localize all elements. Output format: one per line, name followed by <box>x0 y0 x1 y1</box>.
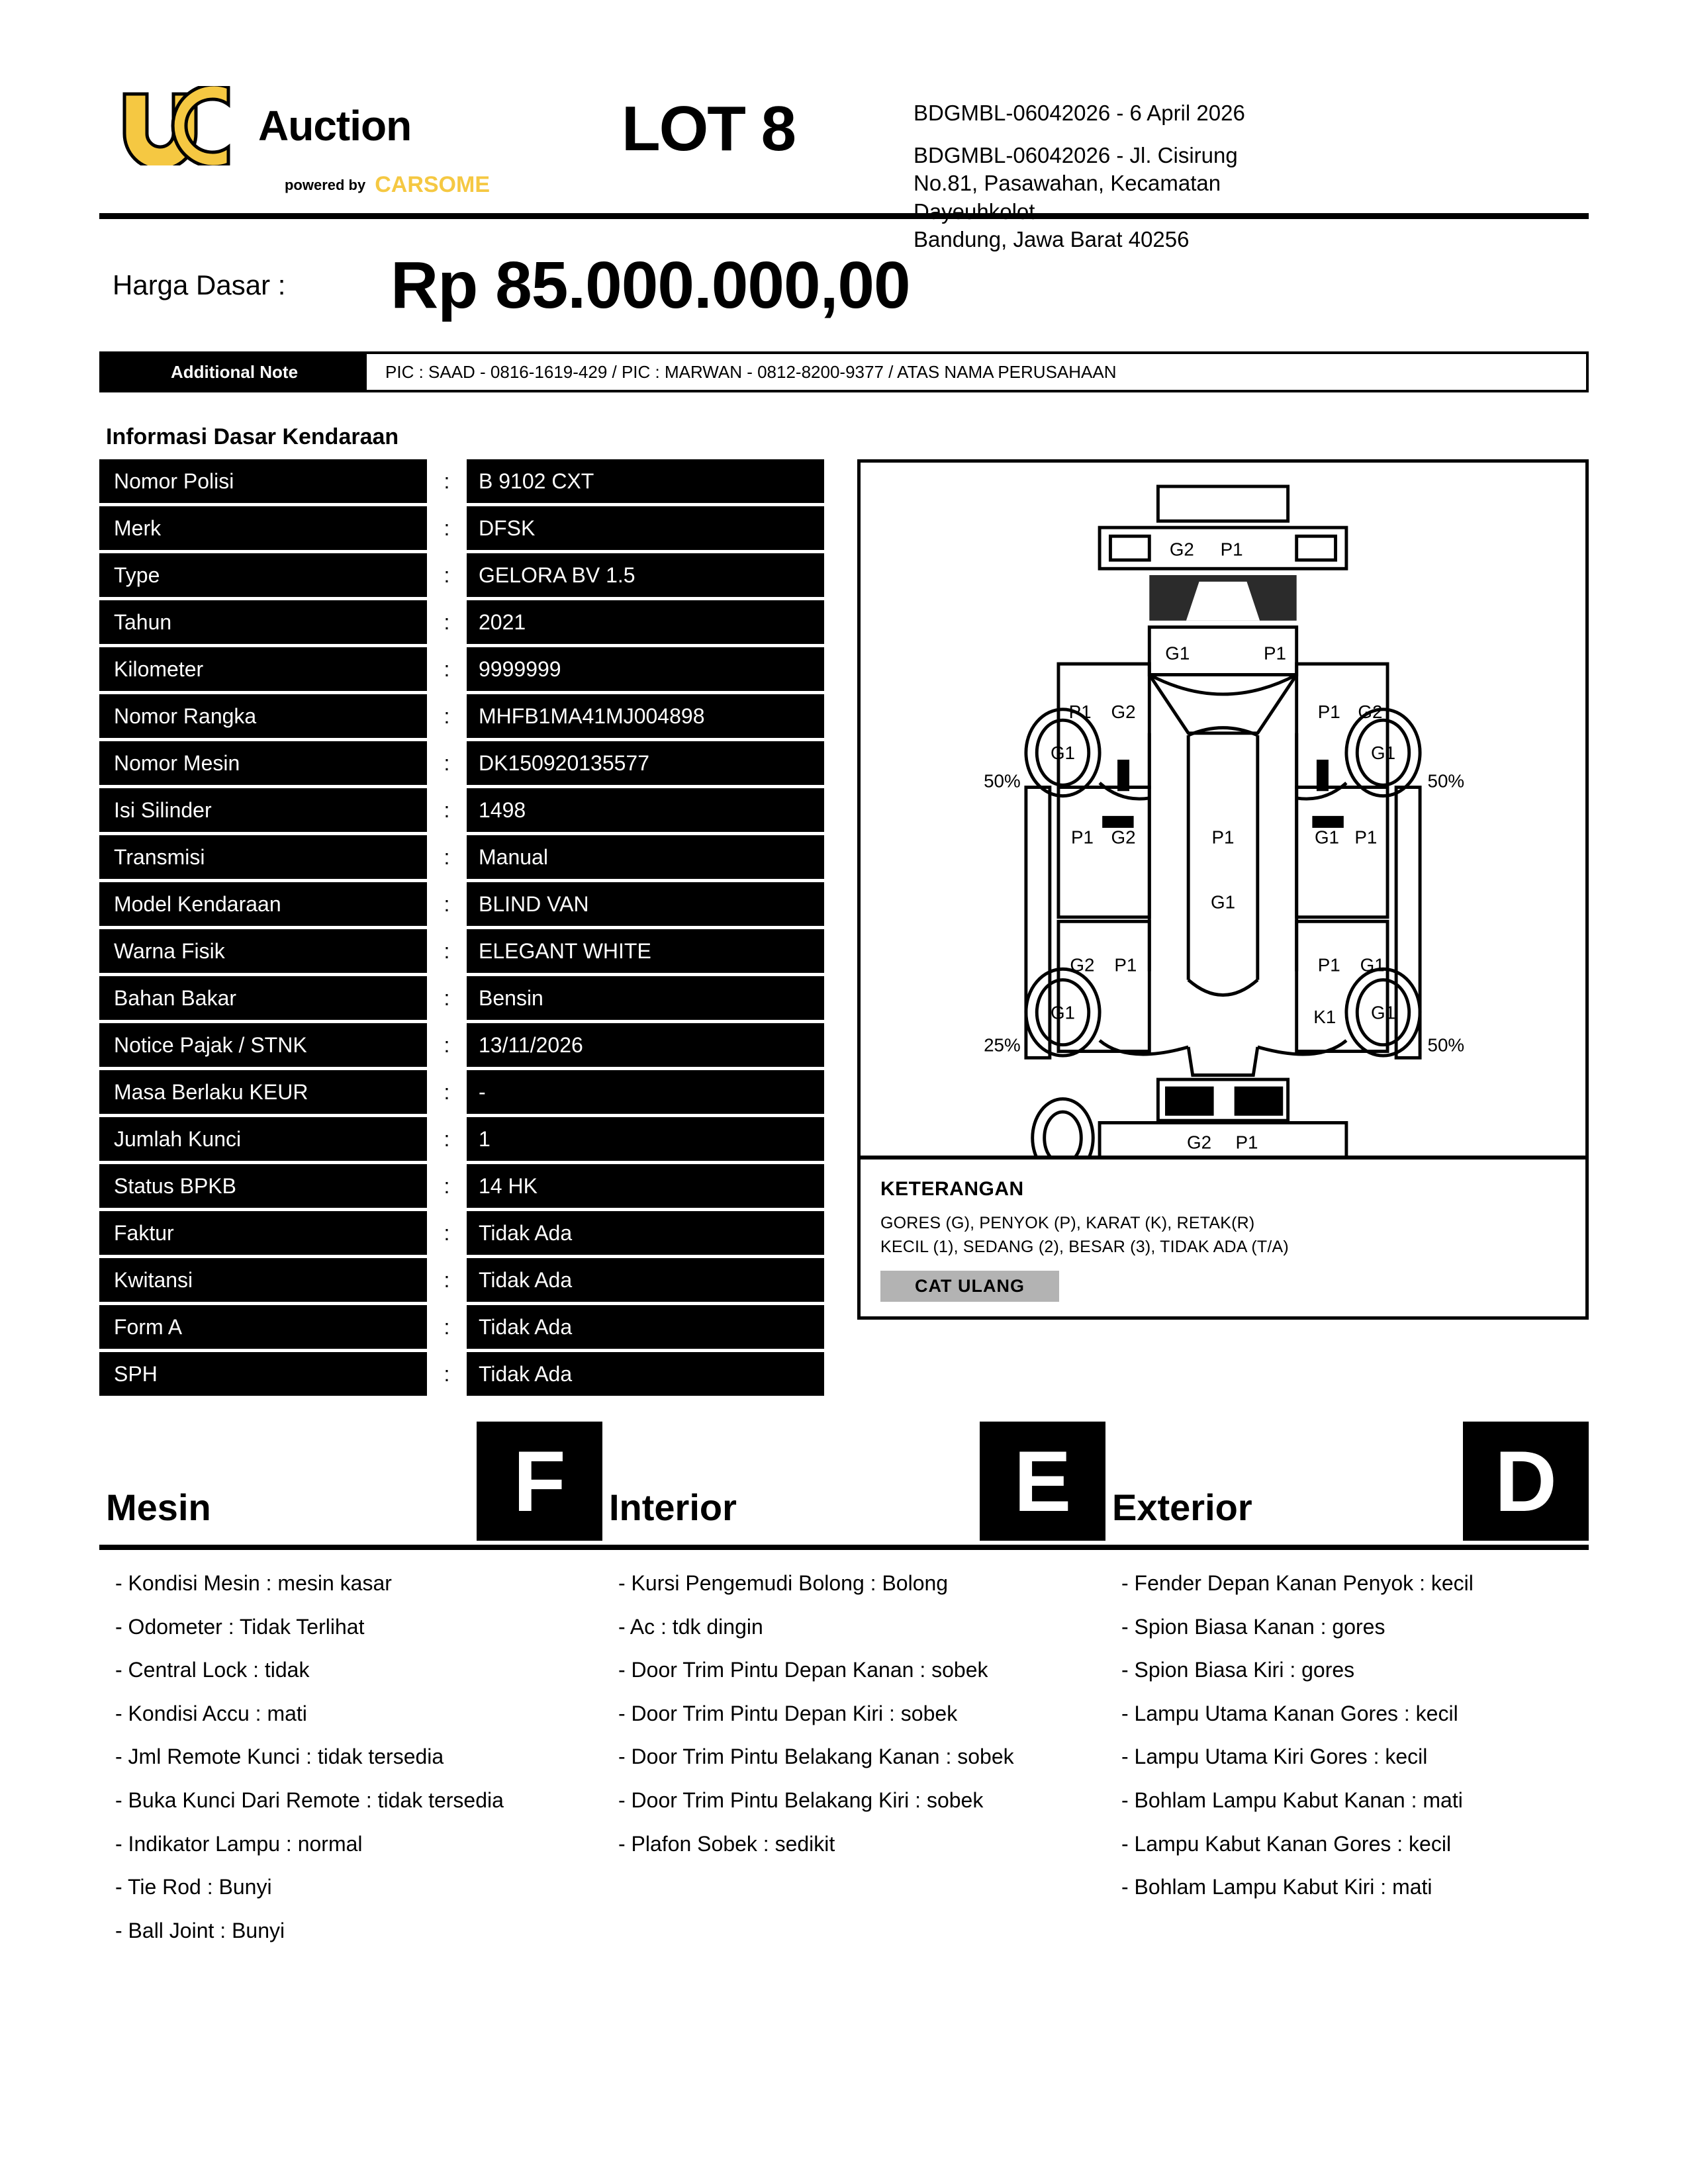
grade-category-label: Interior <box>609 1486 737 1528</box>
mark-front-wheel-left: G1 <box>1050 1002 1076 1023</box>
condition-item: - Spion Biasa Kiri : gores <box>1121 1658 1355 1682</box>
condition-item: - Central Lock : tidak <box>115 1658 310 1682</box>
info-label: Warna Fisik <box>99 929 427 973</box>
base-price-value: Rp 85.000.000,00 <box>391 248 910 322</box>
base-price-label: Harga Dasar : <box>113 269 286 300</box>
mark-rear-glass-left: G1 <box>1165 643 1190 664</box>
info-separator: : <box>444 610 450 634</box>
info-label: Bahan Bakar <box>99 976 427 1020</box>
info-separator: : <box>444 751 450 775</box>
condition-item: - Door Trim Pintu Depan Kiri : sobek <box>618 1701 958 1725</box>
info-value: 9999999 <box>467 647 824 691</box>
info-value: 2021 <box>467 600 824 644</box>
info-label: Nomor Polisi <box>99 459 427 503</box>
mark-rear-door-left-g: G2 <box>1111 827 1136 848</box>
mark-front-door-left-g: G2 <box>1070 954 1095 976</box>
info-label: Kilometer <box>99 647 427 691</box>
mark-roof-rear: G2 <box>1169 539 1194 560</box>
info-value: DFSK <box>467 506 824 550</box>
condition-item: - Jml Remote Kunci : tidak tersedia <box>115 1745 444 1769</box>
info-value: 13/11/2026 <box>467 1023 824 1067</box>
grade-block-interior <box>602 1422 1105 1541</box>
additional-note-tag: Additional Note <box>102 354 367 390</box>
condition-item: - Bohlam Lampu Kabut Kiri : mati <box>1121 1875 1432 1899</box>
info-separator: : <box>444 1220 450 1245</box>
info-value: - <box>467 1070 824 1114</box>
condition-item: - Plafon Sobek : sedikit <box>618 1831 835 1856</box>
info-value: ELEGANT WHITE <box>467 929 824 973</box>
mark-rear-fender-left-g: G2 <box>1111 701 1136 722</box>
mark-rear-wheel-right: G1 <box>1370 743 1396 764</box>
info-separator: : <box>444 1079 450 1104</box>
table-row <box>99 506 824 550</box>
info-value: Tidak Ada <box>467 1211 824 1255</box>
mark-rear-wheel-left: G1 <box>1050 743 1076 764</box>
info-value: B 9102 CXT <box>467 459 824 503</box>
info-value: Tidak Ada <box>467 1305 824 1349</box>
info-value: Tidak Ada <box>467 1258 824 1302</box>
table-row <box>99 1023 824 1067</box>
mark-front-door-right-g: G1 <box>1360 954 1385 976</box>
info-label: Transmisi <box>99 835 427 879</box>
auction-code-date: BDGMBL-06042026 - 6 April 2026 <box>914 101 1245 125</box>
grade-divider <box>99 1545 1589 1550</box>
info-separator: : <box>444 516 450 540</box>
mark-front-bumper-g: G2 <box>1186 1132 1212 1153</box>
info-separator: : <box>444 469 450 493</box>
condition-item: - Door Trim Pintu Depan Kanan : sobek <box>618 1658 988 1682</box>
info-separator: : <box>444 844 450 869</box>
condition-list-interior <box>602 1570 1105 1960</box>
table-row <box>99 1211 824 1255</box>
vehicle-info-table <box>99 459 824 1399</box>
table-row <box>99 1305 824 1349</box>
mark-body-center: G1 <box>1210 891 1236 913</box>
info-value: MHFB1MA41MJ004898 <box>467 694 824 738</box>
info-separator: : <box>444 797 450 822</box>
info-separator: : <box>444 938 450 963</box>
info-separator: : <box>444 891 450 916</box>
info-separator: : <box>444 1361 450 1386</box>
info-label: Jumlah Kunci <box>99 1117 427 1161</box>
legend-title: KETERANGAN <box>880 1177 1024 1200</box>
condition-item: - Tie Rod : Bunyi <box>115 1875 272 1899</box>
info-value: 1498 <box>467 788 824 832</box>
additional-note-text: PIC : SAAD - 0816-1619-429 / PIC : MARWAN - 0812-8200-9377 / ATAS NAMA PERUSAHAAN <box>385 361 1117 382</box>
info-value: 14 HK <box>467 1164 824 1208</box>
info-separator: : <box>444 985 450 1010</box>
mark-roof-rear-2: P1 <box>1220 539 1243 560</box>
vehicle-info-heading: Informasi Dasar Kendaraan <box>106 424 399 449</box>
table-row <box>99 1258 824 1302</box>
info-label: Tahun <box>99 600 427 644</box>
info-label: Faktur <box>99 1211 427 1255</box>
info-label: Merk <box>99 506 427 550</box>
table-row <box>99 882 824 926</box>
info-separator: : <box>444 1314 450 1339</box>
info-label: SPH <box>99 1352 427 1396</box>
info-label: Nomor Mesin <box>99 741 427 785</box>
condition-item: - Kondisi Mesin : mesin kasar <box>115 1571 392 1595</box>
grade-badge: E <box>980 1422 1105 1541</box>
mark-rear-wheel-right-pct: 50% <box>1427 770 1465 792</box>
grade-block-mesin <box>99 1422 602 1541</box>
condition-item: - Door Trim Pintu Belakang Kiri : sobek <box>618 1788 984 1812</box>
auction-address-line-3: Dayeuhkolot <box>914 199 1035 224</box>
condition-item: - Indikator Lampu : normal <box>115 1831 363 1856</box>
condition-list-exterior <box>1105 1570 1589 1960</box>
condition-item: - Lampu Utama Kanan Gores : kecil <box>1121 1701 1458 1725</box>
auction-address-line-4: Bandung, Jawa Barat 40256 <box>914 226 1190 251</box>
info-label: Masa Berlaku KEUR <box>99 1070 427 1114</box>
mark-front-bumper-p: P1 <box>1235 1132 1258 1153</box>
info-separator: : <box>444 1032 450 1057</box>
info-label: Kwitansi <box>99 1258 427 1302</box>
info-value: DK150920135577 <box>467 741 824 785</box>
mark-rear-door-left-p: P1 <box>1070 827 1094 848</box>
mark-rear-door-right-g: G1 <box>1314 827 1340 848</box>
table-row <box>99 553 824 597</box>
lot-title: LOT 8 <box>621 93 795 164</box>
info-label: Nomor Rangka <box>99 694 427 738</box>
cat-ulang-badge: CAT ULANG <box>880 1271 1059 1302</box>
auction-address-line-2: No.81, Pasawahan, Kecamatan <box>914 171 1221 196</box>
condition-item: - Lampu Utama Kiri Gores : kecil <box>1121 1745 1428 1769</box>
info-label: Status BPKB <box>99 1164 427 1208</box>
condition-item: - Ac : tdk dingin <box>618 1614 763 1639</box>
table-row <box>99 1352 824 1396</box>
condition-item: - Door Trim Pintu Belakang Kanan : sobek <box>618 1745 1014 1769</box>
info-label: Isi Silinder <box>99 788 427 832</box>
info-separator: : <box>444 1173 450 1198</box>
uc-monogram-icon <box>113 86 245 165</box>
condition-item: - Ball Joint : Bunyi <box>115 1918 285 1942</box>
mark-rear-wheel-left-pct: 50% <box>984 770 1021 792</box>
vehicle-damage-diagram <box>861 463 1585 1156</box>
mark-rear-fender-left-p: P1 <box>1068 701 1092 722</box>
mark-rear-door-right-p: P1 <box>1354 827 1378 848</box>
info-separator: : <box>444 563 450 587</box>
legend-line-damage-types: GORES (G), PENYOK (P), KARAT (K), RETAK(R) <box>880 1213 1255 1232</box>
info-label: Form A <box>99 1305 427 1349</box>
condition-list-mesin <box>99 1570 602 1960</box>
lot-number-block <box>523 86 894 165</box>
info-separator: : <box>444 1267 450 1292</box>
mark-front-door-right-p: P1 <box>1317 954 1340 976</box>
mark-rear-glass-right: P1 <box>1263 643 1286 664</box>
grade-category-label: Mesin <box>106 1486 211 1528</box>
table-row <box>99 694 824 738</box>
table-row <box>99 741 824 785</box>
grade-badge: F <box>477 1422 602 1541</box>
info-label: Model Kendaraan <box>99 882 427 926</box>
grade-block-exterior <box>1105 1422 1589 1541</box>
condition-lists <box>99 1570 1589 1960</box>
grade-header-row <box>99 1422 1589 1541</box>
table-row <box>99 929 824 973</box>
info-value: Manual <box>467 835 824 879</box>
info-label: Type <box>99 553 427 597</box>
condition-item: - Bohlam Lampu Kabut Kanan : mati <box>1121 1788 1463 1812</box>
mark-rear-fender-right-p: P1 <box>1317 701 1340 722</box>
condition-item: - Odometer : Tidak Terlihat <box>115 1614 365 1639</box>
table-row <box>99 647 824 691</box>
condition-item: - Buka Kunci Dari Remote : tidak tersedia <box>115 1788 504 1812</box>
table-row <box>99 600 824 644</box>
table-row <box>99 976 824 1020</box>
auction-meta <box>894 86 1589 253</box>
vehicle-info-and-diagram <box>99 459 1589 1399</box>
info-label: Notice Pajak / STNK <box>99 1023 427 1067</box>
condition-item: - Spion Biasa Kanan : gores <box>1121 1614 1385 1639</box>
condition-item: - Kondisi Accu : mati <box>115 1701 307 1725</box>
damage-legend <box>861 1156 1585 1317</box>
table-row <box>99 1164 824 1208</box>
page-header <box>99 0 1589 251</box>
brand-auction-word: Auction <box>258 102 412 150</box>
info-separator: : <box>444 704 450 728</box>
mark-front-karat: K1 <box>1313 1007 1336 1028</box>
mark-rear-fender-right-g: G2 <box>1358 701 1383 722</box>
mark-front-door-left-p: P1 <box>1114 954 1137 976</box>
table-row <box>99 1117 824 1161</box>
info-value: GELORA BV 1.5 <box>467 553 824 597</box>
mark-front-wheel-left-pct: 25% <box>984 1034 1021 1056</box>
mark-roof-center: P1 <box>1211 827 1235 848</box>
grade-category-label: Exterior <box>1112 1486 1252 1528</box>
table-row <box>99 1070 824 1114</box>
mark-front-wheel-right-pct: 50% <box>1427 1034 1465 1056</box>
legend-line-severity: KECIL (1), SEDANG (2), BESAR (3), TIDAK ADA (T/A) <box>880 1237 1289 1256</box>
carsome-wordmark: CARSOME <box>375 172 491 197</box>
table-row <box>99 835 824 879</box>
auction-address-line-1: BDGMBL-06042026 - Jl. Cisirung <box>914 143 1238 168</box>
brand-logo <box>99 86 523 198</box>
info-value: BLIND VAN <box>467 882 824 926</box>
info-separator: : <box>444 657 450 681</box>
mark-front-wheel-right: G1 <box>1370 1002 1396 1023</box>
condition-item: - Fender Depan Kanan Penyok : kecil <box>1121 1571 1474 1595</box>
info-separator: : <box>444 1126 450 1151</box>
damage-diagram-panel <box>857 459 1589 1320</box>
table-row <box>99 788 824 832</box>
info-value: 1 <box>467 1117 824 1161</box>
additional-note-bar <box>99 351 1589 392</box>
info-value: Tidak Ada <box>467 1352 824 1396</box>
powered-by-label: powered by <box>284 176 366 193</box>
info-value: Bensin <box>467 976 824 1020</box>
grade-badge: D <box>1463 1422 1589 1541</box>
condition-item: - Kursi Pengemudi Bolong : Bolong <box>618 1571 949 1595</box>
table-row <box>99 459 824 503</box>
condition-item: - Lampu Kabut Kanan Gores : kecil <box>1121 1831 1452 1856</box>
